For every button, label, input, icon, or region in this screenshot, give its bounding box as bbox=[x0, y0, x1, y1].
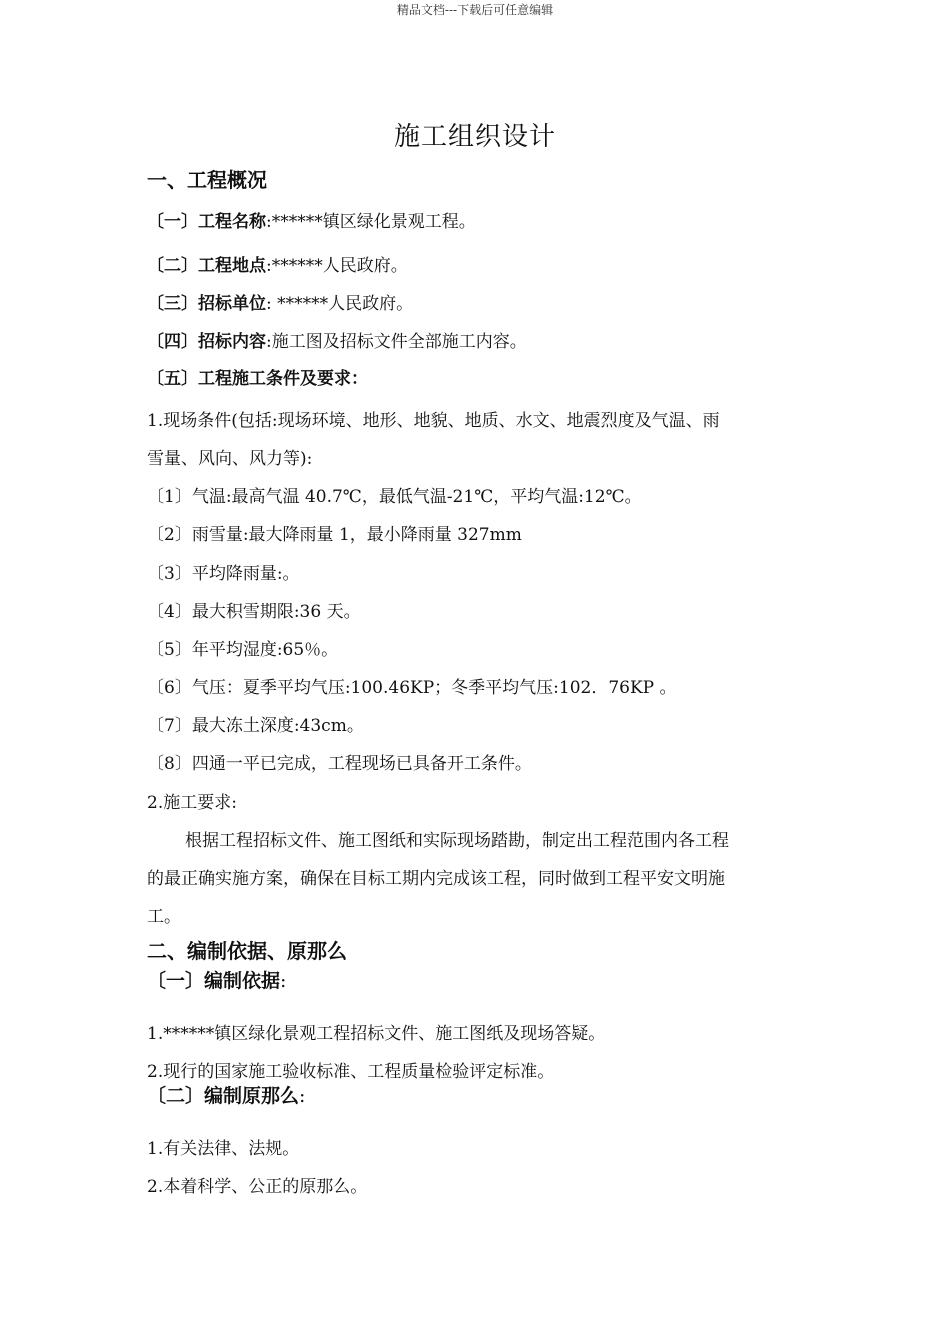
bidding-unit-value: : ******人民政府。 bbox=[266, 294, 414, 314]
bidding-content-value: :施工图及招标文件全部施工内容。 bbox=[266, 332, 527, 352]
header-note: 精品文档---下载后可任意编辑 bbox=[396, 3, 554, 17]
document-title: 施工组织设计 bbox=[393, 122, 556, 152]
construction-requirements-heading: 2.施工要求: bbox=[147, 793, 237, 813]
section1-heading: 一、工程概况 bbox=[147, 168, 267, 192]
condition-rainfall: 〔2〕雨雪量:最大降雨量 1，最小降雨量 327mm bbox=[147, 525, 522, 545]
principles-subheading-label: 〔二〕编制原那么 bbox=[147, 1085, 300, 1107]
principle-item-1: 1.有关法律、法规。 bbox=[147, 1139, 300, 1159]
basis-item-1: 1.******镇区绿化景观工程招标文件、施工图纸及现场答疑。 bbox=[147, 1024, 606, 1044]
bidding-content-label: 〔四〕招标内容 bbox=[147, 332, 266, 352]
basis-subheading bbox=[147, 966, 286, 993]
site-conditions-line-2: 雪量、风向、风力等): bbox=[147, 449, 313, 469]
requirements-paragraph-line-3: 工。 bbox=[147, 907, 181, 927]
project-name-line bbox=[147, 207, 476, 232]
conditions-heading: 〔五〕工程施工条件及要求： bbox=[147, 369, 368, 389]
condition-site-ready: 〔8〕四通一平已完成，工程现场已具备开工条件。 bbox=[147, 754, 532, 774]
bidding-content-line bbox=[147, 327, 527, 352]
condition-air-pressure: 〔6〕气压：夏季平均气压:100.46KP；冬季平均气压:102．76KP 。 bbox=[147, 678, 677, 698]
conditions-heading-line bbox=[147, 364, 368, 389]
site-conditions-line-1: 1.现场条件(包括:现场环境、地形、地貌、地质、水文、地震烈度及气温、雨 bbox=[147, 411, 720, 431]
project-location-value: :******人民政府。 bbox=[266, 256, 408, 276]
principles-subheading-colon: : bbox=[299, 1085, 306, 1107]
condition-humidity: 〔5〕年平均湿度:65％。 bbox=[147, 640, 339, 660]
basis-item-2: 2.现行的国家施工验收标准、工程质量检验评定标准。 bbox=[147, 1062, 555, 1082]
project-name-value: :******镇区绿化景观工程。 bbox=[266, 212, 476, 232]
basis-subheading-label: 〔一〕编制依据 bbox=[147, 970, 281, 992]
bidding-unit-line bbox=[147, 289, 413, 314]
section2-heading: 二、编制依据、原那么 bbox=[147, 939, 347, 963]
project-location-line bbox=[147, 251, 408, 276]
project-location-label: 〔二〕工程地点 bbox=[147, 256, 266, 276]
bidding-unit-label: 〔三〕招标单位 bbox=[147, 294, 266, 314]
principle-item-2: 2.本着科学、公正的原那么。 bbox=[147, 1177, 368, 1197]
principles-subheading bbox=[147, 1081, 305, 1108]
requirements-paragraph-line-2: 的最正确实施方案，确保在目标工期内完成该工程，同时做到工程平安文明施 bbox=[147, 869, 725, 889]
condition-frost-depth: 〔7〕最大冻土深度:43cm。 bbox=[147, 716, 364, 736]
condition-snow-period: 〔4〕最大积雪期限:36 天。 bbox=[147, 602, 361, 622]
condition-temperature: 〔1〕气温:最高气温 40.7℃，最低气温-21℃，平均气温:12℃。 bbox=[147, 487, 642, 507]
basis-subheading-colon: : bbox=[280, 970, 287, 992]
requirements-paragraph-line-1: 根据工程招标文件、施工图纸和实际现场踏勘，制定出工程范围内各工程 bbox=[185, 831, 729, 851]
condition-average-rainfall: 〔3〕平均降雨量:。 bbox=[147, 564, 300, 584]
project-name-label: 〔一〕工程名称 bbox=[147, 212, 266, 232]
